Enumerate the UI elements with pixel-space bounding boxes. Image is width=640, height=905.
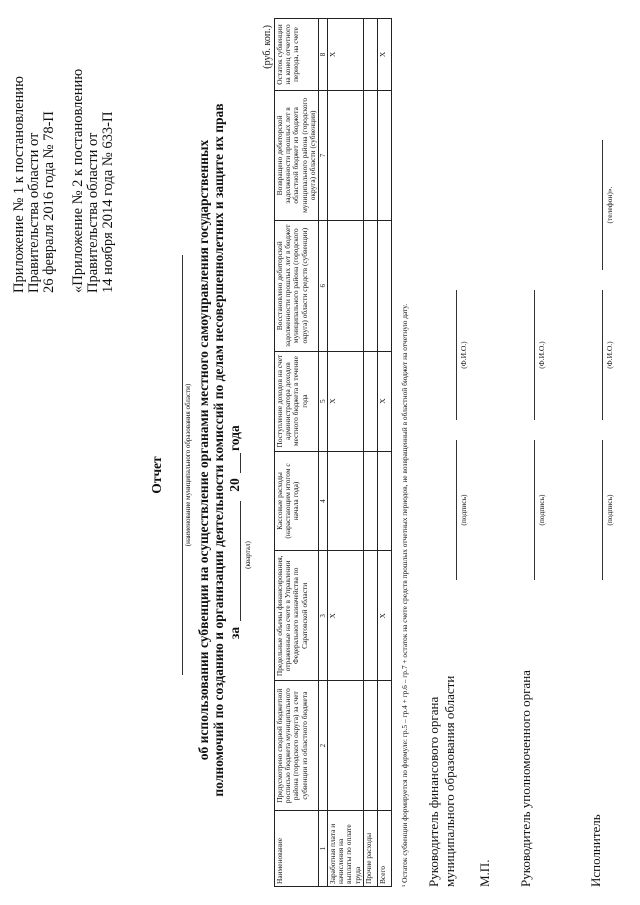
header-cell: Наименование	[275, 811, 319, 887]
period-prefix: за	[227, 626, 242, 640]
table-cell[interactable]	[363, 551, 377, 681]
phone-line[interactable]	[602, 140, 603, 270]
name-caption: (Ф.И.О.)	[605, 341, 614, 369]
table-cell[interactable]	[377, 220, 391, 351]
table-cell[interactable]	[363, 451, 377, 551]
org-caption: (наименование муниципального образования области)	[184, 383, 192, 547]
table-cell[interactable]	[328, 220, 364, 351]
period-year: 20	[227, 478, 242, 492]
header-cell: Кассовые расходы (нарастающим итогом с начала года)	[275, 451, 319, 551]
column-number: 3	[319, 551, 328, 681]
signature-line[interactable]	[602, 440, 603, 580]
appendix-line: 14 ноября 2014 года № 633-П	[100, 111, 116, 293]
header-cell: Предусмотрено сводной бюджетной росписью бюджета муниципального района (городского округа) за счет субвенции из областного бюджета	[275, 681, 319, 811]
appendix-line: «Приложение № 2 к постановлению	[70, 68, 86, 293]
table-cell: Х	[377, 351, 391, 451]
column-number: 7	[319, 90, 328, 220]
column-number: 8	[319, 19, 328, 91]
signature-caption: (подпись)	[605, 494, 614, 526]
report-subtitle: об использовании субвенции на осуществление органами местного самоуправления государственных	[196, 139, 211, 761]
signature-caption: (подпись)	[459, 494, 468, 526]
table-cell: Х	[328, 551, 364, 681]
table-cell: Х	[328, 351, 364, 451]
table-cell[interactable]	[328, 451, 364, 551]
table-cell[interactable]	[363, 351, 377, 451]
header-cell: Предельные объемы финансирования, отраженные на счете в Управлении Федерального казначейства по Саратовской области	[275, 551, 319, 681]
header-cell: Поступление доходов на счет администратора доходов местного бюджета в течение года	[275, 351, 319, 451]
name-line[interactable]	[602, 290, 603, 420]
table-cell[interactable]	[363, 681, 377, 811]
row-name: Всего	[377, 811, 391, 887]
signature-line[interactable]	[456, 440, 457, 580]
name-line[interactable]	[456, 290, 457, 420]
table-cell[interactable]	[377, 681, 391, 811]
column-number: 2	[319, 681, 328, 811]
fin-head-label: Руководитель финансового органа	[426, 696, 441, 887]
table-row	[363, 19, 377, 887]
row-name: Заработная плата и начисления на выплаты по оплате труда	[328, 811, 364, 887]
org-name-line	[182, 255, 183, 675]
signature-caption: (подпись)	[537, 494, 546, 526]
quarter-line[interactable]	[240, 501, 241, 621]
appendix-line: Правительства области от	[26, 132, 42, 293]
report-title: Отчет	[149, 456, 164, 494]
column-number-row	[319, 19, 328, 887]
table-cell[interactable]	[377, 451, 391, 551]
table-cell[interactable]	[363, 220, 377, 351]
report-table	[274, 18, 392, 887]
header-cell: Возвращено дебиторской задолженности прошлых лет в областной бюджет из бюджета муниципального района (городского округа) области (субвенции)	[275, 90, 319, 220]
executor-label: Исполнитель	[588, 814, 603, 887]
fin-head-label: муниципального образования области	[442, 675, 457, 887]
name-caption: (Ф.И.О.)	[537, 341, 546, 369]
table-cell[interactable]	[328, 90, 364, 220]
table-row-total	[377, 19, 391, 887]
table-cell[interactable]	[377, 90, 391, 220]
header-cell: Восстановлено дебиторской задолженности прошлых лет в бюджет муниципального района (городского округа) области средств (субвенции)	[275, 220, 319, 351]
units-label: (руб. коп.)	[262, 25, 273, 69]
report-subtitle: полномочий по созданию и организации деятельности комиссий по делам несовершеннолетних и защите их прав	[211, 103, 226, 797]
name-line[interactable]	[534, 290, 535, 420]
table-cell: Х	[377, 19, 391, 91]
column-number: 5	[319, 351, 328, 451]
appendix-line: Приложение № 1 к постановлению	[11, 76, 27, 293]
signature-line[interactable]	[534, 440, 535, 580]
appendix-line: 26 февраля 2016 года № 78-П	[41, 111, 57, 293]
year-line[interactable]	[240, 453, 241, 473]
table-cell[interactable]	[363, 90, 377, 220]
table-cell[interactable]	[328, 681, 364, 811]
authorized-head-label: Руководитель уполномоченного органа	[518, 670, 533, 887]
name-caption: (Ф.И.О.)	[459, 341, 468, 369]
column-number: 4	[319, 451, 328, 551]
table-header-row	[275, 19, 319, 887]
stamp-label: М.П.	[477, 859, 492, 887]
header-cell: Остаток субвенции на конец отчетного периода, на счете	[275, 19, 319, 91]
appendix-line: Правительства области от	[85, 132, 101, 293]
table-cell[interactable]	[363, 19, 377, 91]
footnote: ¹ Остаток субвенции формируется по формуле: гр.5 – гр.4 + гр.6 – гр.7 + остаток на счете средств прошлых отчетных периодов, не возвращенный в областной бюджет на отчетную дату.	[400, 303, 409, 887]
period-suffix: года	[227, 425, 242, 451]
table-cell: Х	[328, 19, 364, 91]
row-name: Прочие расходы	[363, 811, 377, 887]
phone-caption: (телефон)».	[605, 186, 614, 224]
table-row	[328, 19, 364, 887]
appendix-header	[12, 3, 116, 293]
quarter-caption: (квартал)	[244, 541, 252, 569]
table-cell: Х	[377, 551, 391, 681]
column-number: 1	[319, 811, 328, 887]
column-number: 6	[319, 220, 328, 351]
